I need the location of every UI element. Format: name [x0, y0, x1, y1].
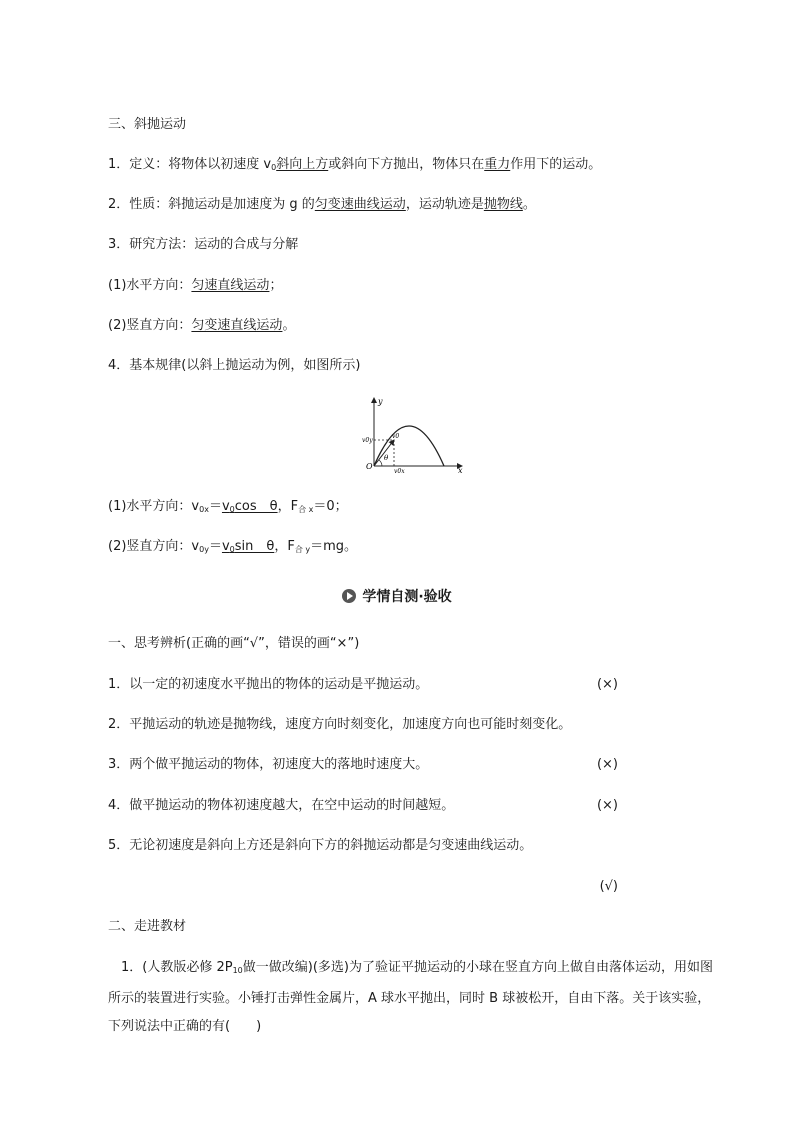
quiz-mark-1: (×) [596, 677, 618, 692]
projectile-diagram [358, 394, 470, 474]
law-vertical: (2)竖直方向：$v_{0y}=v_0\sin$ θ，$F_{合 y}=mg$。 [108, 539, 358, 554]
v0x-label: v0x [394, 468, 405, 474]
theta-label: θ [384, 454, 389, 462]
quiz-item-2: 2．平抛运动的轨迹是抛物线，速度方向时刻变化，加速度方向也可能时刻变化。 [108, 717, 572, 732]
method-horizontal: (1)水平方向：匀速直线运动； [108, 278, 283, 293]
section-heading: 学情自测·验收 [0, 586, 794, 606]
law-line: 4．基本规律(以斜上抛运动为例，如图所示) [108, 358, 361, 373]
quiz-mark-4: (×) [596, 798, 618, 813]
law-horizontal: (1)水平方向：$v_{0x}=v_0\cos$ θ，$F_{合 x}=0$； [108, 499, 348, 514]
quiz-item-1: 1．以一定的初速度水平抛出的物体的运动是平抛运动。 [108, 677, 429, 692]
textbook-question: 1．(人教版必修 $2P_{10}$做一做改编)(多选)为了验证平抛运动的小球在竖直方向上做自由落体运动，用如图所示的装置进行实验。小锤打击弹性金属片，A 球水平抛出，同时 B 球被松开，自由下落。关于该实验，下列说法中正确的有( ) [108, 960, 713, 1034]
quiz-item-5: 5．无论初速度是斜向上方还是斜向下方的斜抛运动都是匀变速曲线运动。 [108, 838, 533, 853]
quiz-item-3: 3．两个做平抛运动的物体，初速度大的落地时速度大。 [108, 757, 429, 772]
axis-x-label: x [458, 466, 463, 474]
origin-label: O [366, 462, 373, 471]
section-2-title: 二、走进教材 [108, 919, 187, 934]
quiz-item-4: 4．做平抛运动的物体初速度越大，在空中运动的时间越短。 [108, 798, 455, 813]
quiz-mark-5: (√) [599, 879, 618, 894]
method-vertical: (2)竖直方向：匀变速直线运动。 [108, 318, 296, 333]
quiz-mark-3: (×) [596, 757, 618, 772]
property-line: 2．性质：斜抛运动是加速度为 g 的匀变速曲线运动，运动轨迹是抛物线。 [108, 197, 536, 212]
quiz-title: 一、思考辨析(正确的画“√”，错误的画“×”) [108, 636, 360, 651]
axis-y-label: y [378, 397, 383, 406]
v0-label: v0 [392, 433, 400, 440]
method-line: 3．研究方法：运动的合成与分解 [108, 237, 299, 252]
section-3-title: 三、斜抛运动 [108, 117, 187, 132]
definition-line: 1．定义：将物体以初速度 $v_0$斜向上方或斜向下方抛出，物体只在重力作用下的运动。 [108, 157, 602, 172]
play-icon [342, 589, 356, 603]
v0y-label: v0y [362, 437, 373, 444]
